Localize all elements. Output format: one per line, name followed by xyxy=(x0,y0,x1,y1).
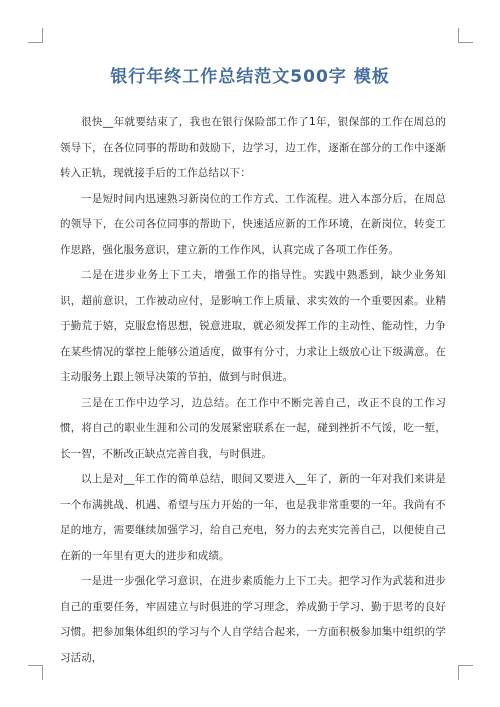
paragraph-2: 一是短时间内迅速熟习新岗位的工作方式、工作流程。进入本部分后，在周总的领导下，在公司各位同事的帮助下，快速适应新的工作环境，在新岗位，转变工作思路，强化服务意识，建立新的工作作风，认真完成了各项工作任务。 xyxy=(60,192,446,256)
paragraph-1: 很快__年就要结束了，我也在银行保险部工作了1年，银保部的工作在周总的领导下，在各位同事的帮助和鼓励下，边学习，边工作，逐渐在部分的工作中逐渐转入正轨，现就接手后的工作总结以下： xyxy=(60,116,446,179)
document-body xyxy=(60,110,446,671)
paragraph-4: 三是在工作中边学习，边总结。在工作中不断完善自己，改正不良的工作习惯，将自己的职业生涯和公司的发展紧密联系在一起，碰到挫折不气馁，吃一堑，长一智，不断改正缺点完善自我，与时俱进。 xyxy=(60,396,446,460)
paragraph-5: 以上是对__年工作的简单总结，眼间又要进入__年了，新的一年对我们来讲是一个布满挑战、机遇、希望与压力开始的一年，也是我非常重要的一年。我尚有不足的地方，需要继续加强学习，给自己充电，努力的去充实完善自己，以便使自己在新的一年里有更大的进步和成绩。 xyxy=(60,473,446,562)
document-title: 银行年终工作总结范文500字 模板 xyxy=(110,67,390,87)
paragraph-3: 二是在进步业务上下工夫，增强工作的指导性。实践中熟悉到，缺少业务知识，超前意识，工作被动应付，是影响工作上质量、求实效的一个重要因素。业精于勤荒于嬉，克服怠惰思想，锐意进取，就必须发挥工作的主动性、能动性，力争在某些情况的掌控上能够公道适度，做事有分寸，力求让上级放心让下级满意。在主动服务上跟上领导决策的节拍，做到与时俱进。 xyxy=(60,269,446,383)
crop-mark-bottom-right xyxy=(458,665,473,680)
paragraph-6: 一是进一步强化学习意识，在进步素质能力上下工夫。把学习作为武装和进步自己的重要任务，牢固建立与时俱进的学习理念，养成勤于学习、勤于思考的良好习惯。把参加集体组织的学习与个人自学结合起来，一方面积极参加集中组织的学习活动， xyxy=(60,575,446,664)
crop-mark-top-right xyxy=(458,28,473,43)
crop-mark-bottom-left xyxy=(28,665,43,680)
crop-mark-top-left xyxy=(28,28,43,43)
